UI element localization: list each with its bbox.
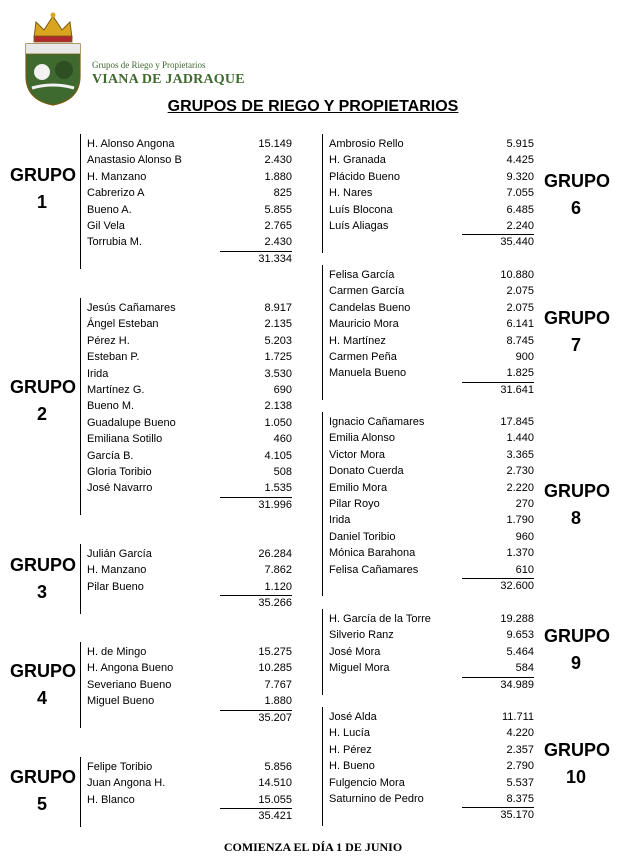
member-row: [87, 431, 292, 447]
member-name: Emiliana Sotillo: [87, 433, 163, 446]
member-row: [329, 447, 534, 463]
member-area: 2.220: [506, 481, 534, 494]
group-total: 34.989: [500, 678, 534, 691]
group-separator-line: [80, 642, 81, 728]
member-row: [87, 415, 292, 431]
org-line-2: VIANA DE JADRAQUE: [92, 72, 245, 87]
member-name: Fulgencio Mora: [329, 776, 405, 789]
member-row: [87, 677, 292, 693]
member-area: 10.285: [258, 662, 292, 675]
member-name: Silverio Ranz: [329, 629, 394, 642]
member-row: [87, 382, 292, 398]
member-name: H. de Mingo: [87, 646, 147, 658]
group-separator-line: [80, 298, 81, 515]
member-area: 1.050: [264, 416, 292, 429]
member-row: [329, 709, 534, 725]
member-row: [87, 562, 292, 578]
member-name: Carmen García: [329, 285, 405, 298]
member-area: 14.510: [258, 777, 292, 790]
coat-of-arms-logo: [22, 8, 84, 106]
member-area: 1.440: [506, 432, 534, 445]
group-label: [544, 478, 611, 532]
sum-underline: [220, 497, 292, 498]
group-total: 35.421: [258, 810, 292, 823]
member-row: [329, 169, 534, 185]
member-name: Bueno A.: [87, 203, 132, 216]
member-name: Miguel Mora: [329, 662, 390, 675]
member-area: 7.767: [264, 678, 292, 691]
member-area: 7.055: [506, 187, 534, 200]
member-area: 5.856: [264, 761, 292, 773]
member-row: [329, 611, 534, 627]
member-name: H. Lucía: [329, 727, 370, 740]
member-area: 2.730: [506, 465, 534, 478]
group-number: 4: [36, 688, 47, 708]
member-row: [87, 333, 292, 349]
member-row: [329, 791, 534, 807]
member-row: [87, 759, 292, 775]
member-name: Saturnino de Pedro: [329, 793, 424, 805]
sum-underline: [462, 578, 534, 579]
member-row: [329, 480, 534, 496]
group-total: 31.334: [258, 252, 292, 265]
group-word: GRUPO: [10, 165, 77, 185]
member-row: [329, 414, 534, 430]
sum-underline: [462, 234, 534, 235]
member-area: 2.135: [264, 318, 292, 331]
member-area: 9.653: [506, 629, 534, 642]
member-row: [87, 480, 292, 496]
organization-name: [92, 60, 245, 88]
member-name: H. Martínez: [329, 334, 386, 347]
member-row: [329, 742, 534, 758]
member-area: 11.711: [501, 711, 534, 723]
member-area: 270: [515, 498, 534, 510]
member-name: Donato Cuerda: [329, 465, 404, 478]
member-row: [329, 316, 534, 332]
sum-underline: [220, 808, 292, 809]
sum-underline: [220, 595, 292, 596]
member-name: Pilar Royo: [329, 498, 380, 510]
member-area: 19.288: [500, 613, 534, 625]
member-row: [329, 496, 534, 512]
member-area: 8.917: [264, 302, 292, 314]
member-area: 1.535: [264, 482, 292, 495]
member-name: H. Angona Bueno: [87, 662, 174, 675]
group-total: 31.996: [258, 498, 292, 511]
member-name: H. Blanco: [87, 793, 135, 806]
member-row: [329, 430, 534, 446]
member-name: Esteban P.: [87, 351, 140, 364]
member-name: Felisa García: [329, 269, 395, 281]
member-area: 10.880: [500, 269, 534, 281]
member-row: [87, 202, 292, 218]
member-area: 1.880: [264, 170, 292, 183]
crown-icon: [34, 16, 72, 38]
group-label: [544, 168, 611, 222]
member-name: H. Nares: [329, 187, 373, 200]
member-area: 2.430: [264, 154, 292, 167]
member-row: [329, 267, 534, 283]
member-name: Pérez H.: [87, 334, 130, 347]
member-area: 460: [273, 433, 292, 446]
group-label: [10, 162, 77, 216]
member-name: H. Pérez: [329, 743, 372, 756]
org-line-1: Grupos de Riego y Propietarios: [92, 60, 206, 70]
member-row: [329, 152, 534, 168]
member-area: 3.365: [506, 448, 534, 461]
member-area: 6.141: [506, 318, 534, 331]
group-word: GRUPO: [544, 740, 611, 760]
sum-underline: [220, 251, 292, 252]
member-name: H. Bueno: [329, 760, 375, 773]
group-word: GRUPO: [10, 377, 77, 397]
member-name: Felipe Toribio: [87, 761, 153, 773]
member-name: Emilio Mora: [329, 481, 388, 494]
member-row: [329, 202, 534, 218]
group-separator-line: [322, 412, 323, 596]
member-name: Gloria Toribio: [87, 466, 152, 478]
member-area: 4.220: [506, 727, 534, 740]
member-row: [87, 792, 292, 808]
member-row: [87, 464, 292, 480]
member-area: 508: [273, 466, 292, 478]
page-title-text: GRUPOS DE RIEGO Y PROPIETARIOS: [167, 98, 459, 115]
member-row: [329, 283, 534, 299]
member-area: 2.790: [506, 760, 534, 773]
member-area: 5.915: [506, 138, 534, 150]
member-area: 1.790: [506, 514, 534, 527]
group-total: 35.170: [500, 809, 534, 822]
group-label: [10, 374, 77, 428]
member-row: [329, 758, 534, 774]
member-area: 8.745: [506, 334, 534, 347]
sum-underline: [462, 382, 534, 383]
member-row: [329, 463, 534, 479]
member-area: 5.464: [506, 645, 534, 658]
member-name: Gil Vela: [87, 220, 125, 232]
member-row: [329, 545, 534, 561]
member-name: Carmen Peña: [329, 351, 397, 363]
member-name: Irida: [329, 514, 351, 527]
group-total: 35.207: [258, 711, 292, 724]
member-area: 15.275: [258, 646, 292, 658]
member-area: 1.825: [506, 367, 534, 380]
member-row: [87, 169, 292, 185]
group-label: [10, 658, 77, 712]
member-row: [87, 366, 292, 382]
group-number: 6: [570, 198, 581, 218]
group-label: [544, 305, 611, 359]
member-name: Pilar Bueno: [87, 580, 144, 593]
sum-underline: [220, 710, 292, 711]
group-word: GRUPO: [10, 661, 77, 681]
member-row: [87, 644, 292, 660]
member-row: [329, 218, 534, 234]
member-name: Bueno M.: [87, 400, 135, 413]
member-area: 9.320: [506, 170, 534, 183]
member-row: [87, 218, 292, 234]
member-name: Jesús Cañamares: [87, 302, 176, 314]
member-name: H. Alonso Angona: [87, 138, 175, 150]
group-word: GRUPO: [544, 171, 611, 191]
group-separator-line: [80, 544, 81, 614]
member-area: 4.105: [264, 449, 292, 462]
member-name: José Navarro: [87, 482, 153, 495]
member-area: 2.357: [506, 743, 534, 756]
group-separator-line: [322, 707, 323, 826]
member-name: H. Manzano: [87, 170, 147, 183]
group-number: 9: [570, 653, 581, 673]
member-row: [329, 512, 534, 528]
member-name: Juan Angona H.: [87, 777, 166, 790]
group-word: GRUPO: [544, 308, 611, 328]
group-total: 35.266: [258, 597, 292, 610]
group-label: [544, 623, 611, 677]
sum-underline: [462, 677, 534, 678]
member-row: [87, 775, 292, 791]
member-name: Victor Mora: [329, 448, 386, 461]
member-name: Felisa Cañamares: [329, 563, 419, 576]
member-row: [87, 300, 292, 316]
sum-underline: [462, 807, 534, 808]
member-area: 15.149: [258, 138, 292, 150]
member-name: H. García de la Torre: [329, 613, 431, 625]
member-row: [87, 448, 292, 464]
member-row: [87, 316, 292, 332]
member-area: 15.055: [258, 793, 292, 806]
group-number: 1: [36, 192, 47, 212]
member-area: 960: [515, 530, 534, 543]
member-name: Torrubia M.: [87, 236, 143, 249]
member-name: Martínez G.: [87, 384, 145, 396]
member-name: Plácido Bueno: [329, 170, 400, 183]
group-label: [544, 737, 611, 791]
group-separator-line: [80, 757, 81, 827]
member-row: [87, 152, 292, 168]
member-row: [87, 546, 292, 562]
group-label: [10, 764, 77, 818]
member-row: [87, 693, 292, 709]
member-row: [329, 136, 534, 152]
member-area: 690: [273, 384, 292, 396]
member-area: 3.530: [264, 367, 292, 380]
member-area: 5.537: [506, 776, 534, 789]
member-area: 26.284: [258, 548, 292, 560]
member-row: [87, 579, 292, 595]
member-name: Severiano Bueno: [87, 678, 172, 691]
member-area: 1.370: [506, 547, 534, 560]
member-area: 900: [515, 351, 534, 363]
member-row: [329, 775, 534, 791]
footer-note: COMIENZA EL DÍA 1 DE JUNIO: [223, 840, 403, 854]
member-name: José Alda: [329, 711, 377, 723]
member-row: [329, 644, 534, 660]
group-separator-line: [322, 609, 323, 695]
group-word: GRUPO: [544, 626, 611, 646]
member-row: [329, 725, 534, 741]
member-row: [329, 562, 534, 578]
page-title: [0, 98, 626, 116]
member-row: [87, 349, 292, 365]
member-row: [87, 136, 292, 152]
member-name: Luís Aliagas: [329, 220, 389, 232]
member-name: Cabrerizo A: [87, 187, 145, 200]
member-name: Candelas Bueno: [329, 301, 411, 314]
member-area: 610: [515, 563, 534, 576]
member-row: [329, 529, 534, 545]
member-area: 1.880: [264, 695, 292, 708]
member-row: [87, 234, 292, 250]
member-name: Irida: [87, 367, 109, 380]
member-area: 17.845: [500, 416, 534, 428]
member-row: [329, 349, 534, 365]
group-number: 2: [36, 404, 47, 424]
member-name: Daniel Toribio: [329, 530, 396, 543]
group-total: 35.440: [500, 236, 534, 249]
group-separator-line: [322, 265, 323, 400]
member-name: Emilia Alonso: [329, 432, 396, 445]
member-area: 2.240: [506, 220, 534, 232]
group-number: 7: [570, 335, 581, 355]
member-row: [329, 365, 534, 381]
group-number: 5: [36, 794, 47, 814]
group-separator-line: [80, 134, 81, 269]
member-area: 5.855: [264, 203, 292, 216]
member-name: Luís Blocona: [329, 203, 393, 216]
group-total: 31.641: [500, 383, 534, 396]
group-number: 3: [36, 582, 47, 602]
group-word: GRUPO: [544, 481, 611, 501]
member-row: [87, 660, 292, 676]
group-word: GRUPO: [10, 555, 77, 575]
member-name: Anastasio Alonso B: [87, 154, 182, 167]
member-name: Ambrosio Rello: [329, 138, 404, 150]
member-row: [329, 627, 534, 643]
member-area: 825: [273, 187, 292, 200]
group-label: [10, 552, 77, 606]
group-number: 8: [570, 508, 581, 528]
group-separator-line: [322, 134, 323, 253]
member-name: Mónica Barahona: [329, 547, 416, 560]
group-total: 32.600: [500, 580, 534, 592]
member-area: 2.765: [264, 220, 292, 232]
member-area: 2.075: [506, 285, 534, 298]
member-area: 4.425: [506, 154, 534, 167]
member-name: Mauricio Mora: [329, 318, 399, 331]
member-row: [329, 185, 534, 201]
member-name: Manuela Bueno: [329, 367, 407, 380]
member-area: 2.138: [264, 400, 292, 413]
member-area: 1.725: [264, 351, 292, 364]
member-name: José Mora: [329, 645, 381, 658]
member-name: Miguel Bueno: [87, 695, 155, 708]
member-area: 7.862: [264, 564, 292, 577]
member-name: Julián García: [87, 548, 152, 560]
member-row: [329, 333, 534, 349]
member-area: 2.075: [506, 301, 534, 314]
member-row: [329, 300, 534, 316]
member-name: García B.: [87, 449, 134, 462]
member-name: Ángel Esteban: [87, 318, 159, 331]
member-area: 6.485: [506, 203, 534, 216]
member-name: Ignacio Cañamares: [329, 416, 425, 428]
member-area: 5.203: [264, 334, 292, 347]
member-row: [329, 660, 534, 676]
member-name: H. Granada: [329, 154, 386, 167]
member-area: 1.120: [264, 580, 292, 593]
member-area: 8.375: [506, 793, 534, 805]
member-area: 2.430: [264, 236, 292, 249]
member-row: [87, 398, 292, 414]
member-row: [87, 185, 292, 201]
member-name: Guadalupe Bueno: [87, 416, 176, 429]
member-area: 584: [515, 662, 534, 675]
member-name: H. Manzano: [87, 564, 147, 577]
group-word: GRUPO: [10, 767, 77, 787]
group-number: 10: [565, 767, 587, 787]
